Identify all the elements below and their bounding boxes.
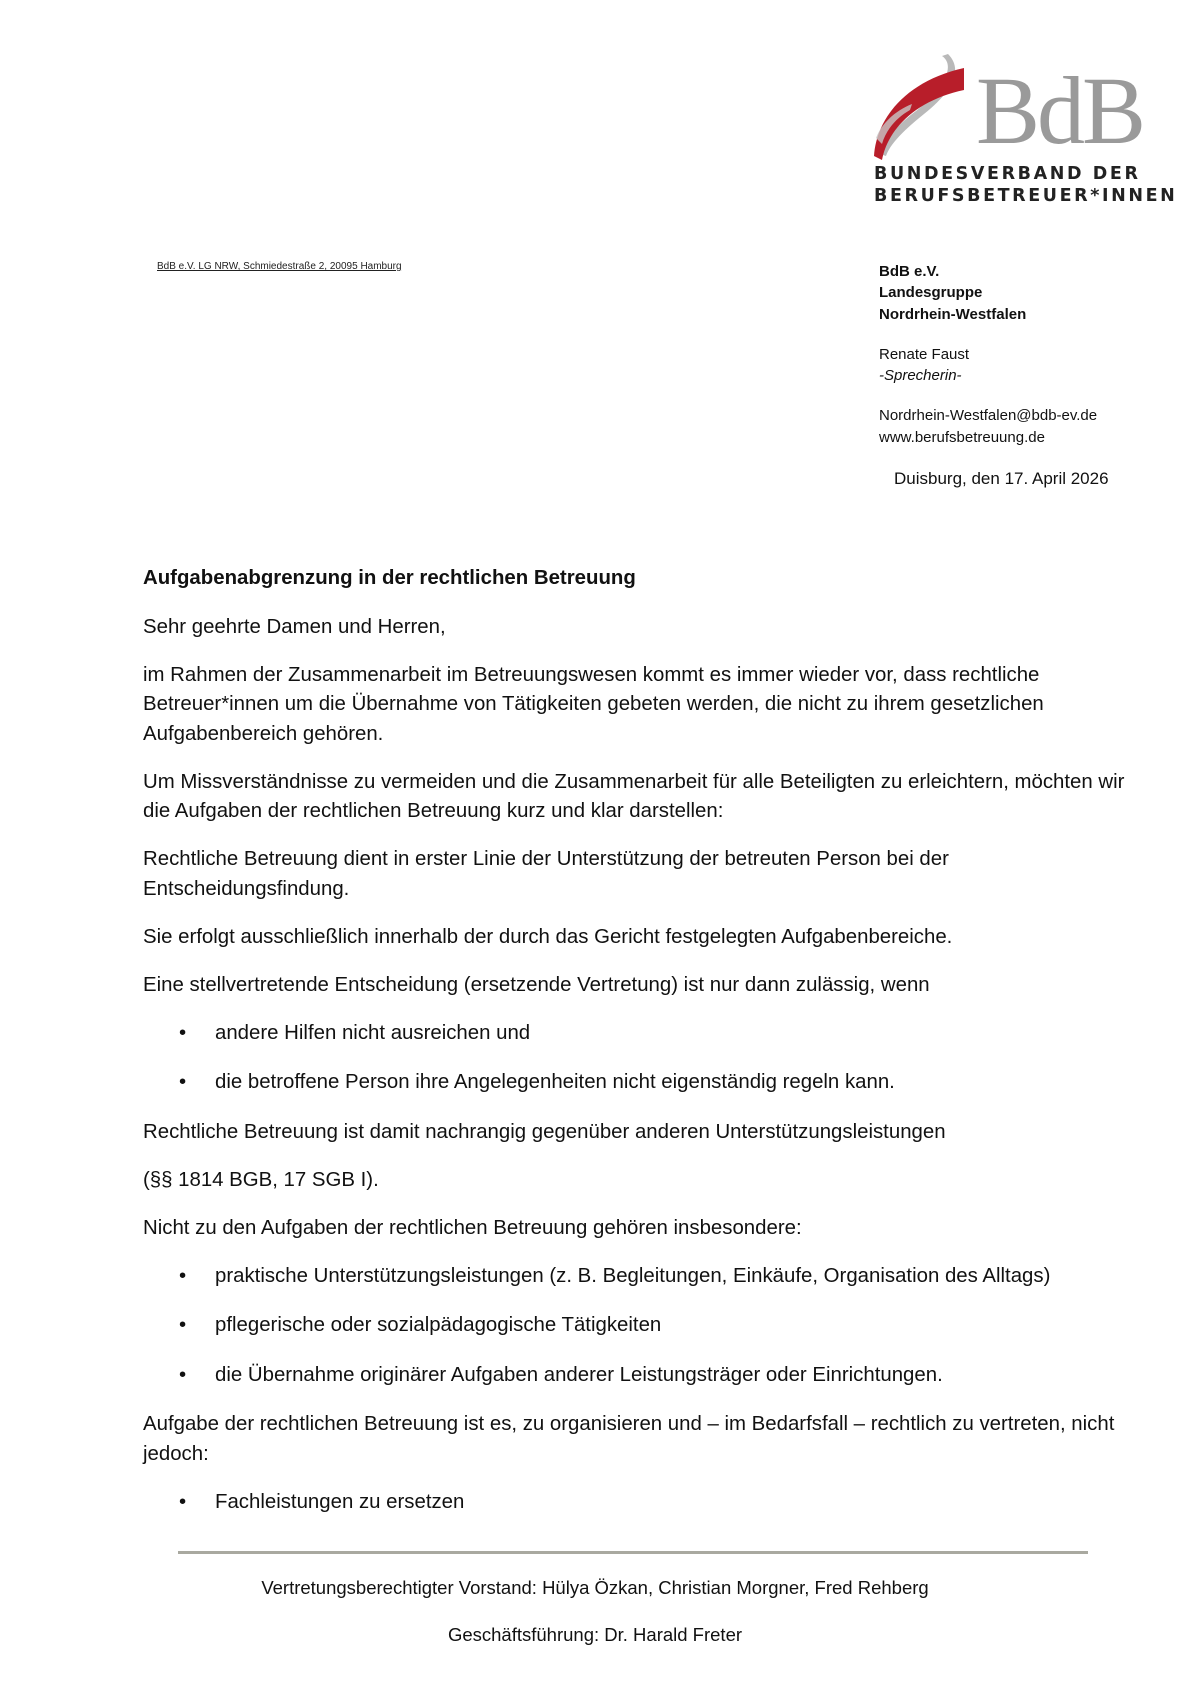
logo-tagline-1: BUNDESVERBAND DER [874,164,1141,184]
footer-board: Vertretungsberechtigter Vorstand: Hülya Özkan, Christian Morgner, Fred Rehberg [261,1577,929,1598]
list-item: • pflegerische oder sozialpädagogische Tätigkeiten [143,1311,1133,1341]
contact-role: -Sprecherin- [879,367,962,385]
bullet-icon: • [179,1071,187,1093]
contact-group: Landesgruppe [879,284,983,302]
contact-email[interactable]: Nordrhein-Westfalen@bdb-ev.de [879,407,1098,425]
paragraph-9: Aufgabe der rechtlichen Betreuung ist es, zu organisieren und – im Bedarfsfall – rechtlich zu vertreten, nicht jedoch: [143,1413,1115,1465]
list-item: • die betroffene Person ihre Angelegenheiten nicht eigenständig regeln kann. [143,1068,1133,1098]
footer-divider [178,1551,1088,1554]
logo-swoosh-icon [872,52,982,162]
letter-body [143,564,1133,1537]
logo-tagline-2: BERUFSBETREUER*INNEN [874,186,1178,206]
letter-subject: Aufgabenabgrenzung in der rechtlichen Betreuung [143,567,636,589]
sender-return-address: BdB e.V. LG NRW, Schmiedestraße 2, 20095 Hamburg [157,261,402,272]
salutation: Sehr geehrte Damen und Herren, [143,615,446,638]
list-item: • andere Hilfen nicht ausreichen und [143,1019,1133,1049]
logo-wordmark: BdB [976,57,1144,164]
bullet-icon: • [179,1363,187,1386]
letter-date: Duisburg, den 17. April 2026 [894,469,1109,488]
bullet-icon: • [179,1314,187,1336]
contact-block [879,261,1097,448]
paragraph-8: Nicht zu den Aufgaben der rechtlichen Betreuung gehören insbesondere: [143,1216,802,1239]
contact-org: BdB e.V. [879,263,940,280]
bullet-icon: • [179,1264,187,1287]
contact-region: Nordrhein-Westfalen [879,305,1027,323]
contact-website[interactable]: www.berufsbetreuung.de [879,428,1045,446]
paragraph-1: im Rahmen der Zusammenarbeit im Betreuungswesen kommt es immer wieder vor, dass rechtliche Betreuer*innen um die Übernahme von Tätigkeiten gebeten werden, die nicht zu ihrem gesetzlichen Aufgabenbereich gehören. [143,663,1044,745]
bullet-icon: • [179,1021,187,1044]
paragraph-3: Rechtliche Betreuung dient in erster Linie der Unterstützung der betreuten Person bei der Entscheidungsfindung. [143,848,949,900]
list-item: • die Übernahme originärer Aufgaben anderer Leistungsträger oder Einrichtungen. [143,1361,1133,1391]
list-item: • praktische Unterstützungsleistungen (z. B. Begleitungen, Einkäufe, Organisation des Alltags) [143,1262,1133,1292]
bdb-logo [872,52,1178,206]
bullet-icon: • [179,1490,187,1513]
footer-management: Geschäftsführung: Dr. Harald Freter [447,1624,743,1645]
list-item: • Fachleistungen zu ersetzen [143,1488,1133,1518]
paragraph-2: Um Missverständnisse zu vermeiden und die Zusammenarbeit für alle Beteiligten zu erleichtern, möchten wir die Aufgaben der rechtlichen Betreuung kurz und klar darstellen: [143,770,1125,822]
paragraph-6: Rechtliche Betreuung ist damit nachrangig gegenüber anderen Unterstützungsleistungen [143,1120,946,1143]
paragraph-5: Eine stellvertretende Entscheidung (ersetzende Vertretung) ist nur dann zulässig, wenn [143,973,930,996]
contact-name: Renate Faust [879,345,970,363]
paragraph-7: (§§ 1814 BGB, 17 SGB I). [143,1168,379,1191]
paragraph-4: Sie erfolgt ausschließlich innerhalb der durch das Gericht festgelegten Aufgabenbereiche. [143,925,953,948]
